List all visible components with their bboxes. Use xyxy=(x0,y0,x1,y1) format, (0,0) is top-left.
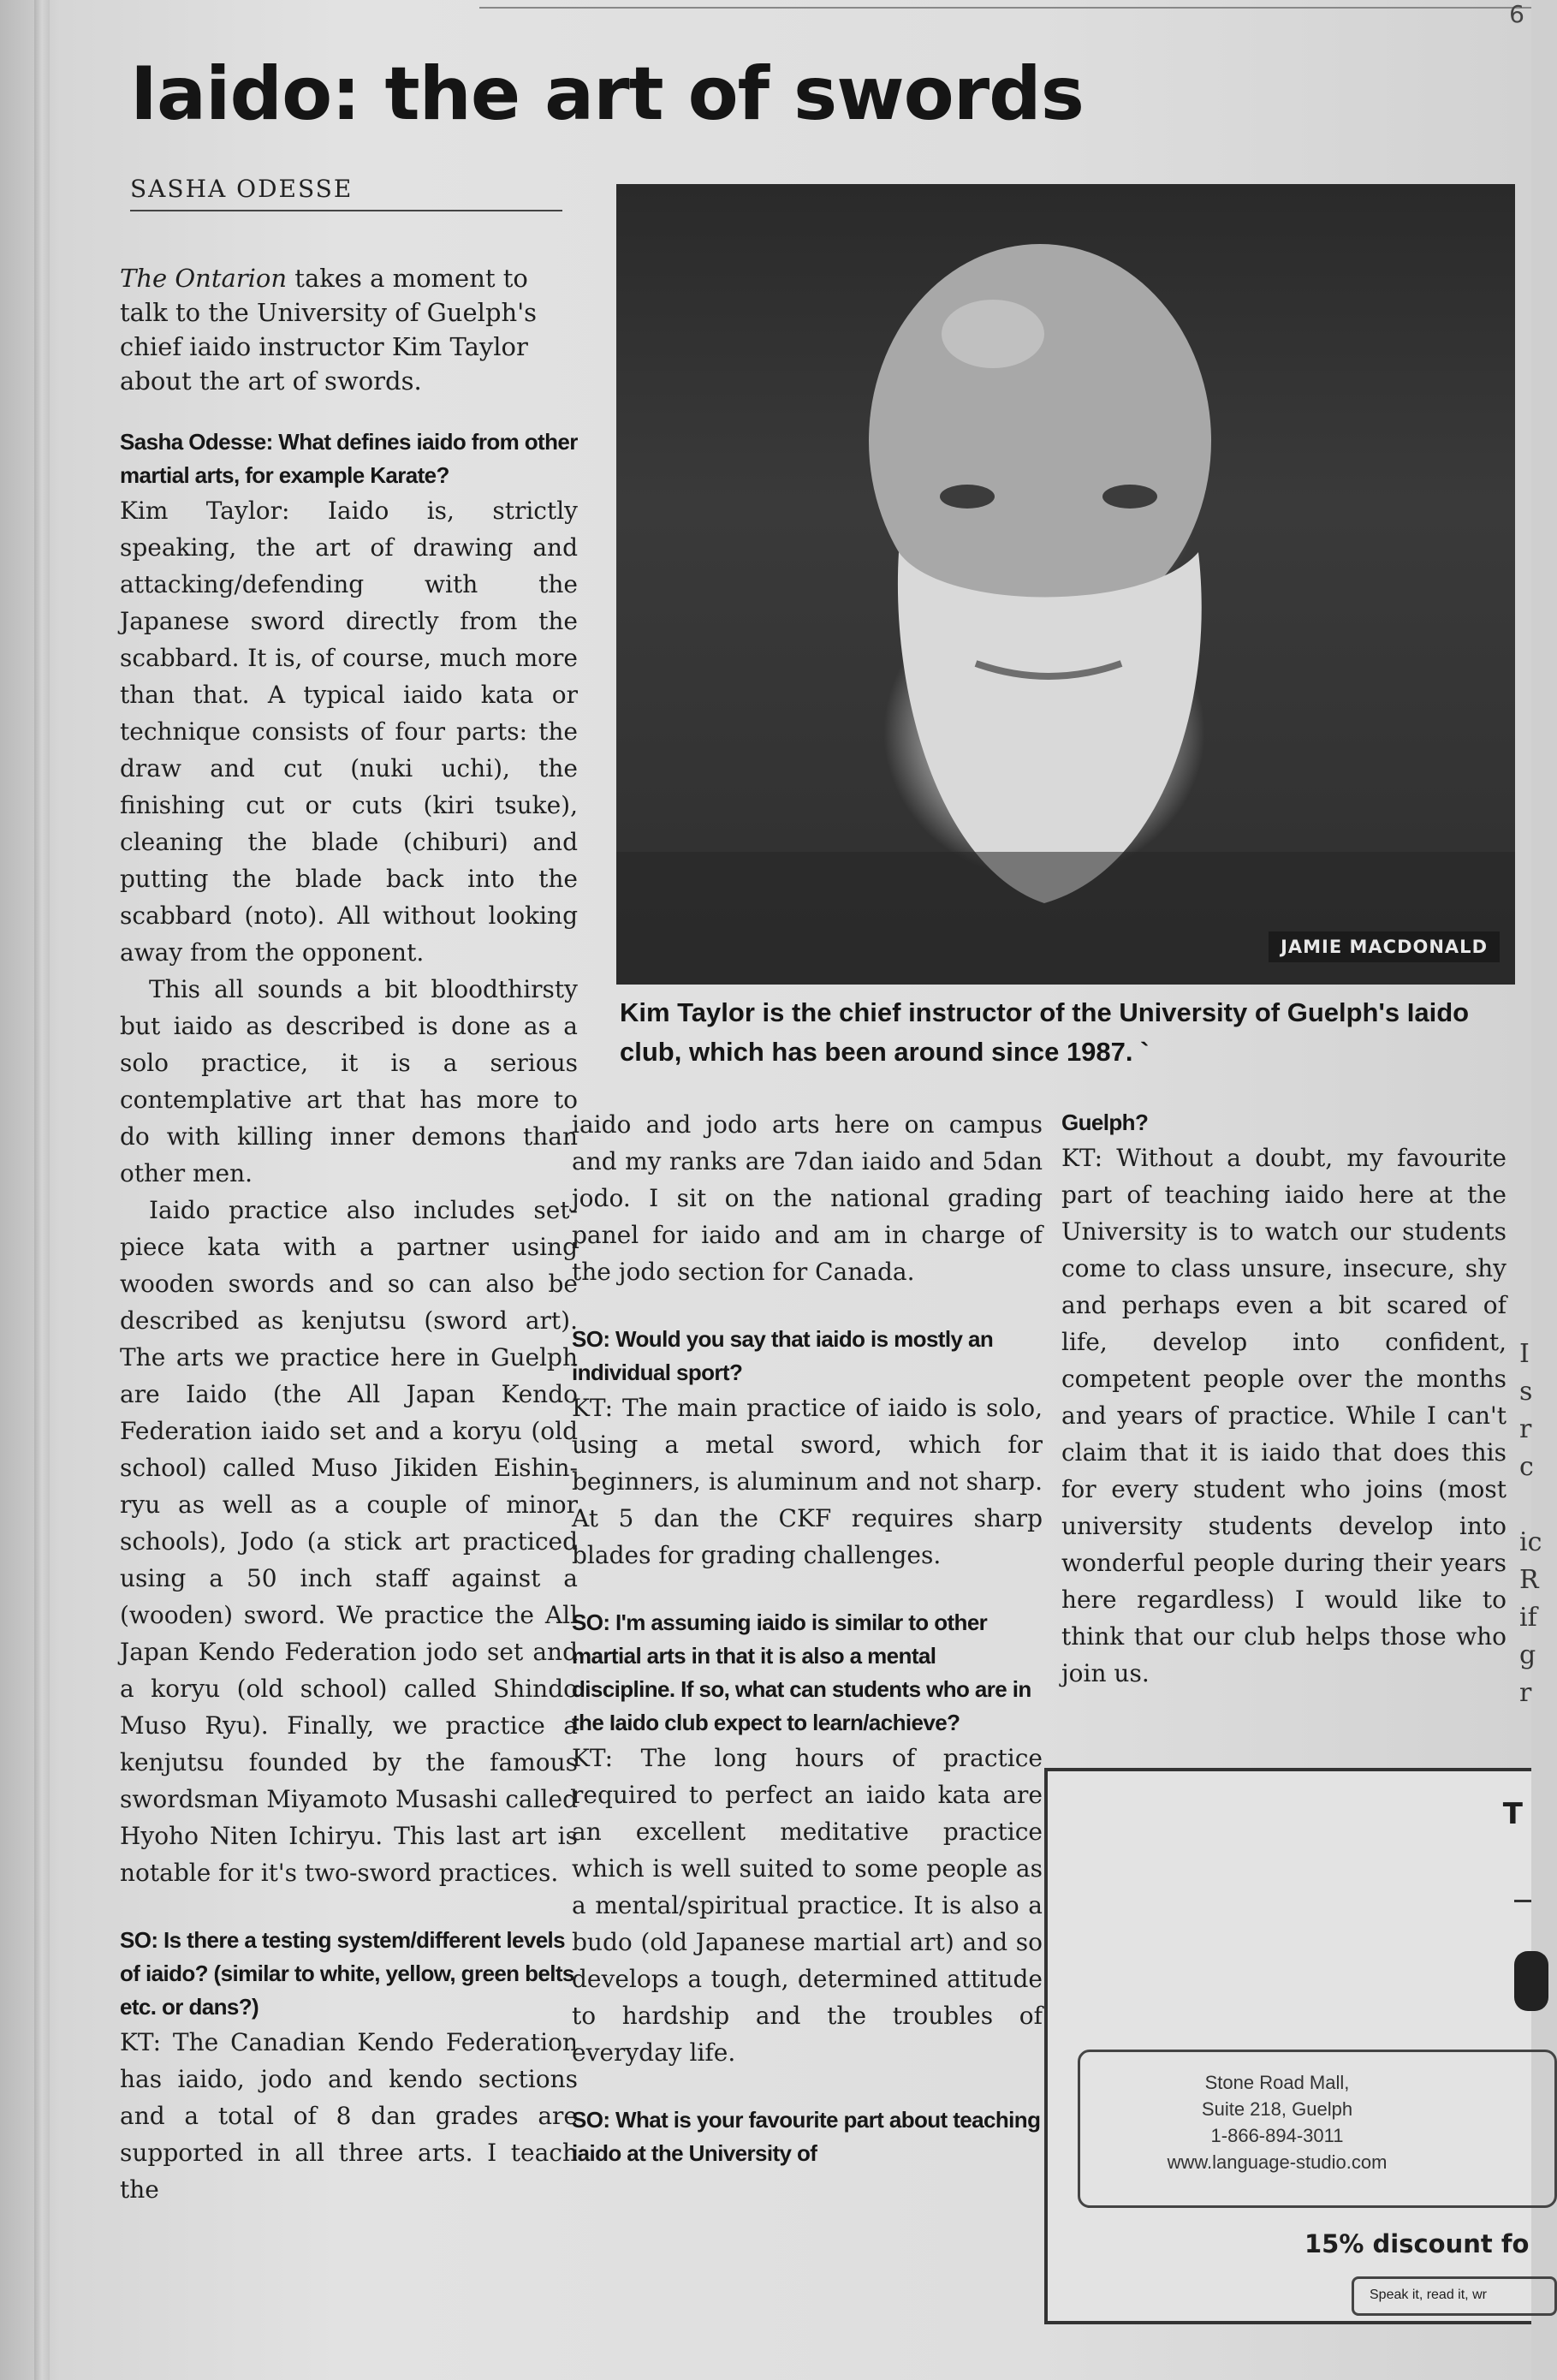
language-studio-ad xyxy=(1044,1768,1531,2324)
article-column-1 xyxy=(120,261,578,2208)
page-fold-shadow xyxy=(34,0,50,2380)
ad-website: www.language-studio.com xyxy=(1167,2151,1388,2173)
answer-3: KT: The main practice of iaido is solo, using a metal sword, which for beginners, is aluminum and not sharp. At 5 dan the CKF requires sharp blades for grading challenges. xyxy=(572,1394,1043,1569)
photo-credit: JAMIE MACDONALD xyxy=(1269,931,1500,962)
answer-4: KT: The long hours of practice required to perfect an iaido kata are an excellent meditative practice which is well suited to some people as a mental/spiritual practice. It is also a budo (old Japanese martial art) and so develops a tough, determined attitude to hardship and the troubles of everyday life. xyxy=(572,1744,1043,2067)
portrait-illustration xyxy=(616,184,1515,985)
photo-caption: Kim Taylor is the chief instructor of the University of Guelph's Iaido club, which has been around since 1987. ` xyxy=(620,997,1470,1067)
intro-paragraph xyxy=(120,261,578,398)
ad-corner-text: T xyxy=(1502,1797,1523,1831)
portrait-photo xyxy=(616,184,1515,985)
answer-1-paragraph-3: Iaido practice also includes set-piece kata with a partner using wooden swords and so can also be described as kenjutsu (sword art). The arts we practice here in Guelph are Iaido (the All Japan Kendo Federation iaido set and a koryu (old school) called Muso Jikiden Eishin-ryu as well as a couple of minor schools), Jodo (a stick art practiced using a 50 inch staff against a (wooden) sword. We practice the All Japan Kendo Federation jodo set and a koryu (old school) called Shindo Muso Ryu). Finally, we practice a kenjutsu founded by the famous swordsman Miyamoto Musashi called Hyoho Niten Ichiryu. This last art is notable for it's two-sword practices. xyxy=(120,1196,578,1887)
answer-2-start: KT: The Canadian Kendo Federation has iaido, jodo and kendo sections and a total of 8 dan grades are supported in all three arts. I teach the xyxy=(120,2028,578,2204)
question-3: SO: Would you say that iaido is mostly an individual sport? xyxy=(572,1326,994,1385)
ad-discount-text: 15% discount fo xyxy=(1304,2229,1530,2258)
byline: SASHA ODESSE xyxy=(130,175,562,211)
ad-address-line: Stone Road Mall, xyxy=(1204,2072,1350,2093)
answer-2-continued: iaido and jodo arts here on campus and my ranks are 7dan iaido and 5dan jodo. I sit on the national grading panel for iaido and am in charge of the jodo section for Canada. xyxy=(572,1110,1043,1286)
page-number: 6 xyxy=(1509,0,1524,28)
ad-address-box xyxy=(1078,2050,1557,2208)
top-rule xyxy=(479,7,1531,9)
answer-5: KT: Without a doubt, my favourite part of teaching iaido here at the University is to watch our students come to class unsure, insecure, shy and perhaps even a bit scared of life, develop into confident, competent people over the months and years of practice. While I can't claim that it is iaido that does this for every student who joins (most university students develop into wonderful people during their years here regardless) I would like to think that our club helps those who join us. xyxy=(1061,1144,1506,1687)
cropped-next-column: I s r c ic R if g r xyxy=(1519,1339,1542,1708)
publication-name: The Ontarion xyxy=(120,264,288,293)
question-5-start: SO: What is your favourite part about teaching iaido at the University of xyxy=(572,2107,1041,2166)
intro-text: takes a moment to talk to the University of Guelph's chief iaido instructor Kim Taylor about the art of swords. xyxy=(120,264,538,396)
ad-rule xyxy=(1514,1900,1531,1902)
question-2: SO: Is there a testing system/different levels of iaido? (similar to white, yellow, green belts etc. or dans?) xyxy=(120,1927,574,2020)
question-4: SO: I'm assuming iaido is similar to other martial arts in that it is also a mental discipline. If so, what can students who are in the Iaido club expect to learn/achieve? xyxy=(572,1609,1031,1735)
article-headline: Iaido: the art of swords xyxy=(130,51,1084,137)
ad-address xyxy=(1149,2069,1405,2175)
question-1: Sasha Odesse: What defines iaido from other martial arts, for example Karate? xyxy=(120,429,578,488)
ad-shape xyxy=(1514,1951,1548,2011)
ad-tagline: Speak it, read it, wr xyxy=(1352,2276,1557,2316)
answer-1-paragraph-1: Kim Taylor: Iaido is, strictly speaking, the art of drawing and attacking/defending with the Japanese sword directly from the scabbard. It is, of course, much more than that. A typical iaido kata or technique consists of four parts: the draw and cut (nuki uchi), the finishing cut or cuts (kiri tsuke), cleaning the blade (chiburi) and putting the blade back into the scabbard (noto). All without looking away from the opponent. xyxy=(120,497,578,967)
article-column-2 xyxy=(572,1106,1043,2170)
ad-phone: 1-866-894-3011 xyxy=(1210,2125,1344,2146)
ad-address-line: Suite 218, Guelph xyxy=(1201,2098,1353,2120)
answer-1-paragraph-2: This all sounds a bit bloodthirsty but iaido as described is done as a solo practice, it is a serious contemplative art that has more to do with killing inner demons than other men. xyxy=(120,975,578,1187)
article-column-3 xyxy=(1061,1106,1506,1692)
question-5-end: Guelph? xyxy=(1061,1110,1149,1135)
